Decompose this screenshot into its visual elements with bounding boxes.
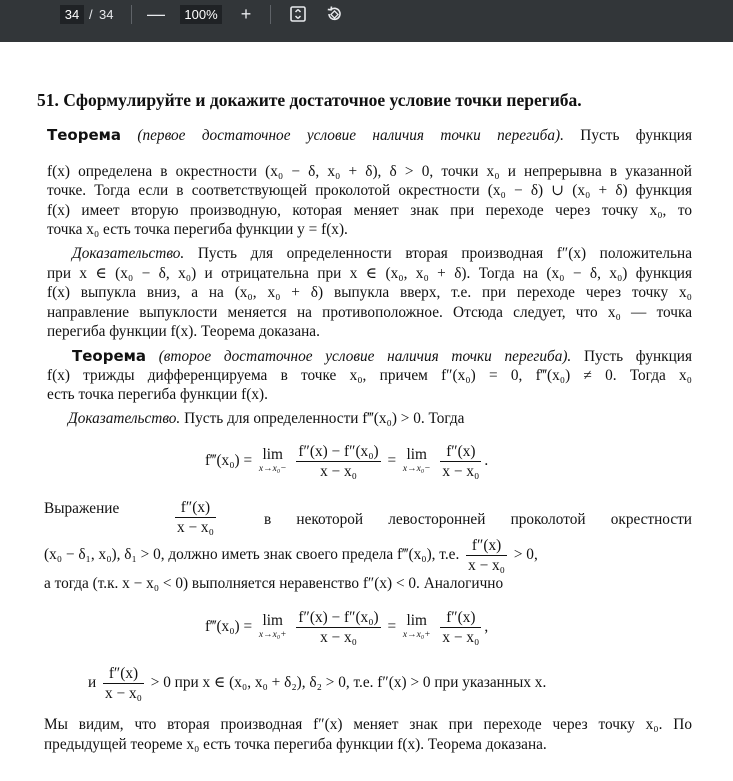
page-number-input[interactable]: 34 — [60, 5, 84, 24]
theorem1-line3: точке. Тогда если в соответствующей проколотой окрестности (x₀ − δ) ∪ (x₀ + δ) функция — [47, 182, 692, 199]
fit-page-icon — [289, 5, 307, 23]
expression-fraction: $\frac{f''(x)}{\text{x − x₀}}$ — [177, 499, 214, 536]
toolbar-divider — [131, 5, 132, 24]
theorem2-tail: Пусть функция — [583, 348, 692, 365]
eq1-fraction-1: $\frac{\text{f″(x) − f″(x₀)}}{\text{x − x₀}}$ — [298, 443, 379, 480]
zoom-level-input[interactable]: 100% — [180, 5, 222, 24]
page-total: 34 — [99, 7, 114, 22]
conclusion-line1: Мы видим, что вторая производная f″(x) меняет знак при переходе через точку x₀. По — [44, 716, 692, 733]
right-sign-line: и $\frac{f''(x)}{\text{x − x₀}}$ > 0 при x ∈ (x₀, x₀ + δ₂), δ₂ > 0, т.е. f″(x) > 0 при указанных x. — [88, 665, 547, 702]
theorem2-line1 — [72, 346, 692, 367]
proof1-line1 — [72, 244, 692, 264]
eq2-limit-1: lim x→x₀+ — [258, 611, 287, 640]
expression-word: Выражение — [44, 500, 120, 517]
neighborhood-line: (x₀ − δ₁, x₀), δ₁ > 0, должно иметь знак своего предела f‴(x₀), т.е. $\frac{f''(x)}{\text{x − x₀}}$ > 0, — [44, 537, 538, 574]
pdf-page — [0, 42, 733, 781]
theorem1-tail: Пусть функция — [580, 127, 692, 144]
theorem2-line3: есть точка перегиба функции f(x). — [47, 386, 268, 403]
eq1-lhs: f‴(x₀) = — [205, 452, 253, 470]
theorem2-label: Теорема — [72, 347, 147, 365]
proof1-text: Пусть для определенности вторая производная f″(x) положительна — [197, 245, 693, 262]
proof2-label: Доказательство. — [68, 410, 181, 427]
proof2-line1 — [68, 409, 464, 429]
equation-right-limit: f‴(x₀) = lim x→x₀+ $\frac{\text{f″(x) − f″(x₀)}}{\text{x − x₀}}$ = lim x→x₀+ $\frac{f''(x)}{\text{x − x₀}}$ , — [205, 609, 489, 646]
page-separator: / — [89, 7, 93, 22]
eq1-equals: = — [387, 452, 397, 470]
eq2-fraction-1: $\frac{\text{f″(x) − f″(x₀)}}{\text{x − x₀}}$ — [298, 609, 379, 646]
proof2-text: Пусть для определенности f‴(x₀) > 0. Тогда — [184, 410, 465, 427]
conclusion-line2: предыдущей теореме x₀ есть точка перегиба функции f(x). Теорема доказана. — [44, 736, 547, 753]
eq1-limit-2: lim x→x₀− — [402, 445, 431, 474]
eq1-fraction-2: $\frac{f''(x)}{\text{x − x₀}}$ — [442, 443, 480, 480]
theorem1-line4: f(x) имеет вторую производную, которая меняет знак при переходе через точку x₀, то — [47, 202, 692, 219]
proof1-line3: f(x) выпукла вниз, а на (x₀, x₀ + δ) выпукла вверх, т.е. при переходе через точку x₀ — [47, 284, 692, 301]
expression-rest: в некоторой левосторонней проколотой окрестности — [264, 511, 692, 528]
eq2-limit-2: lim x→x₀+ — [402, 611, 431, 640]
rotate-icon — [325, 5, 343, 23]
equation-left-limit: f‴(x₀) = lim x→x₀− $\frac{\text{f″(x) − f″(x₀)}}{\text{x − x₀}}$ = lim x→x₀− $\frac{f''(x)}{\text{x − x₀}}$ . — [205, 443, 489, 480]
theorem1-line1 — [47, 125, 692, 146]
toolbar-divider — [270, 5, 271, 24]
theorem1-line5: точка x₀ есть точка перегиба функции y = f(x). — [47, 221, 348, 238]
page-heading: 51. Сформулируйте и докажите достаточное условие точки перегиба. — [37, 90, 582, 110]
proof1-line2: при x ∈ (x₀ − δ, x₀) и отрицательна при x ∈ (x₀, x₀ + δ). Тогда на (x₀ − δ, x₀) функция — [47, 265, 692, 282]
proof1-line5: перегиба функции f(x). Теорема доказана. — [47, 323, 320, 340]
pdf-toolbar — [0, 0, 733, 42]
eq2-equals: = — [387, 618, 397, 636]
theorem1-label: Теорема — [47, 126, 122, 144]
inequality-line: а тогда (т.к. x − x₀ < 0) выполняется неравенство f″(x) < 0. Аналогично — [44, 575, 504, 592]
fit-page-button[interactable] — [287, 3, 309, 25]
rotate-button[interactable] — [323, 3, 345, 25]
proof1-label: Доказательство. — [72, 245, 185, 262]
theorem1-line2: f(x) определена в окрестности (x₀ − δ, x₀ + δ), δ > 0, точки x₀ и непрерывна в указанной — [47, 163, 692, 180]
eq2-fraction-2: $\frac{f''(x)}{\text{x − x₀}}$ — [442, 609, 480, 646]
proof1-line4: направление выпуклости меняется на противоположное. Отсюда следует, что x₀ — точка — [47, 304, 692, 321]
theorem1-name: (первое достаточное условие наличия точки перегиба). — [137, 127, 564, 144]
zoom-in-button[interactable]: + — [240, 4, 252, 24]
theorem2-name: (второе достаточное условие наличия точки перегиба). — [158, 348, 572, 365]
theorem2-line2: f(x) трижды дифференцируема в точке x₀, причем f″(x₀) = 0, f‴(x₀) ≠ 0. Тогда x₀ — [47, 367, 692, 384]
zoom-out-button[interactable]: — — [147, 4, 165, 24]
eq1-limit-1: lim x→x₀− — [258, 445, 287, 474]
eq2-lhs: f‴(x₀) = — [205, 618, 253, 636]
